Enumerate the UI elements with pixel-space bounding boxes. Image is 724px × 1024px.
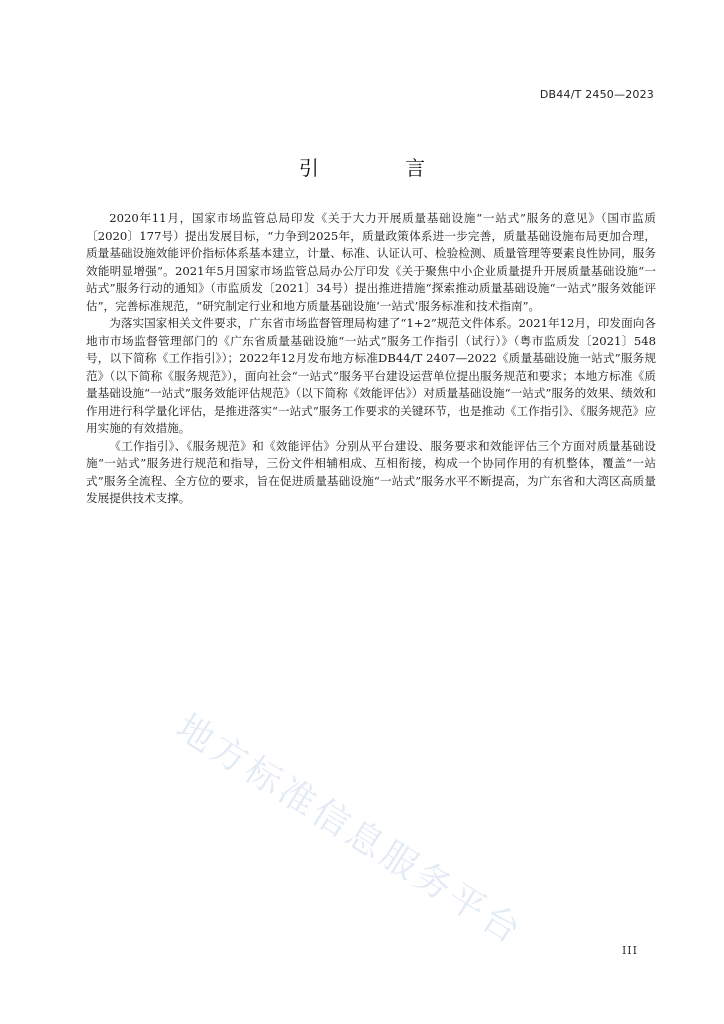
body-text	[86, 210, 656, 508]
watermark: 地方标准信息服务平台	[169, 706, 530, 954]
paragraph-1: 2020年11月，国家市场监管总局印发《关于大力开展质量基础设施“一站式”服务的意见》（国市监质〔2020〕177号）提出发展目标，“力争到2025年，质量政策体系进一步完善，质量基础设施布局更加合理，质量基础设施效能评价指标体系基本建立，计量、标准、认证认可、检验检测、质量管理等要素良性协同，服务效能明显增强”。2021年5月国家市场监管总局办公厅印发《关于聚焦中小企业质量提升开展质量基础设施“一站式”服务行动的通知》（市监质发〔2021〕34号）提出推进措施“探索推动质量基础设施“一站式”服务效能评估”，完善标准规范，“研究制定行业和地方质量基础设施‘一站式’服务标准和技术指南”。	[86, 211, 656, 313]
document-code: DB44/T 2450—2023	[539, 88, 654, 101]
page-title: 引 言	[298, 156, 466, 180]
paragraph-3: 《工作指引》、《服务规范》和《效能评估》分别从平台建设、服务要求和效能评估三个方面对质量基础设施“一站式”服务进行规范和指导，三份文件相辅相成、互相衔接，构成一个协同作用的有机整体，覆盖“一站式”服务全流程、全方位的要求，旨在促进质量基础设施“一站式”服务水平不断提高，为广东省和大湾区高质量发展提供技术支撑。	[86, 438, 656, 505]
page-number: III	[621, 944, 638, 957]
paragraph-2: 为落实国家相关文件要求，广东省市场监督管理局构建了“1+2”规范文件体系。2021年12月，印发面向各地市市场监督管理部门的《广东省质量基础设施“一站式”服务工作指引（试行）》（粤市监质发〔2021〕548号，以下简称《工作指引》）；2022年12月发布地方标准DB44/T 2407—2022《质量基础设施一站式”服务规范》（以下简称《服务规范》），面向社会“一站式”服务平台建设运营单位提出服务规范和要求；本地方标准《质量基础设施“一站式”服务效能评估规范》（以下简称《效能评估》）对质量基础设施“一站式”服务的效果、绩效和作用进行科学量化评估，是推进落实“一站式”服务工作要求的关键环节，也是推动《工作指引》、《服务规范》应用实施的有效措施。	[86, 316, 656, 435]
